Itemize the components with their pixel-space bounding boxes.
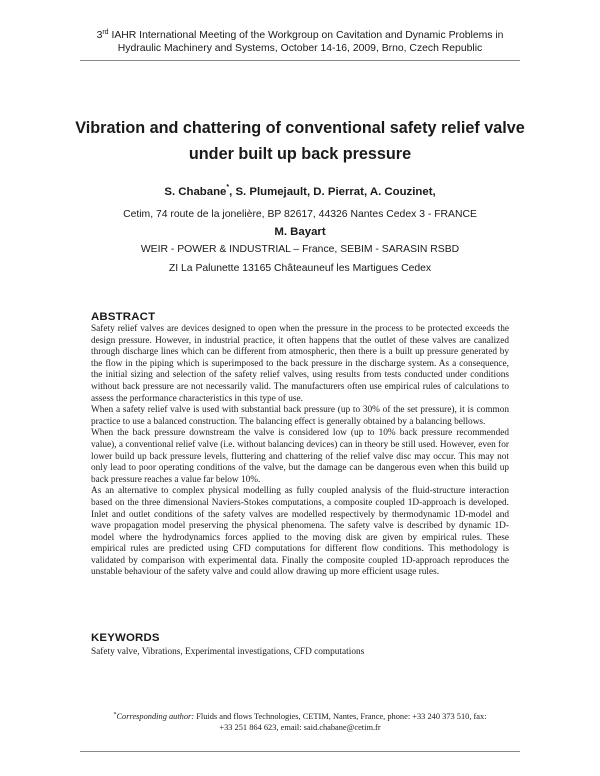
affiliation-weir-line2: ZI La Palunette 13165 Châteauneuf les Martigues Cedex [168,263,432,274]
corresponding-author-footnote [91,711,509,733]
footnote-line2: +33 251 864 623, email: said.chabane@cetim.fr [219,723,381,732]
affiliation-weir-line1: WEIR - POWER & INDUSTRIAL – France, SEBIM - SARASIN RSBD [140,244,460,255]
abstract-paragraph: Safety relief valves are devices designed to open when the pressure in the process to be protected exceeds the design pressure. However, in industrial practice, it often happens that the outlet of these valves are canalized through discharge lines which can be different from atmospheric, then there is a built up pressure generated by the flow in the piping which is superimposed to the back pressure in the discharge system. As a consequence, the initial sizing and selection of the safety relief valves, using results from tests conducted under conditions without back pressure are not necessarily valid. The manufacturers often use empirical rules of calculations to assess the performance characteristics in this type of use. [91,324,509,404]
abstract-paragraph: As an alternative to complex physical modelling as fully coupled analysis of the fluid-structure interaction based on the three dimensional Naviers-Stokes computations, a composite coupled 1D-approach is developed. Inlet and outlet conditions of the safety valves are modelled respectively by thermodynamic 1D-model and wave propagation model preserving the physical phenomena. The safety valve is described by dynamic 1D-model where the hydrodynamics forces applied to the moving disk are given by empirical rules. These empirical rules are predicted using CFD computations for different flow conditions. This methodology is validated by comparison with experimental data. Finally the composite coupled 1D-approach reproduces the unstable behaviour of the safety valve and could allow drawing up more efficient usage rules. [91,486,509,578]
conference-header [80,29,520,55]
footnote-label: Corresponding author: [116,712,195,721]
abstract-paragraph: When a safety relief valve is used with substantial back pressure (up to 30% of the set pressure), it is common practice to use a balanced construction. The balancing effect is generally obtained by a balancing bellows. [91,405,509,427]
conference-name: IAHR International Meeting of the Workgroup on Cavitation and Dynamic Problems in [108,30,504,41]
paper-title-line2: under built up back pressure [188,145,412,163]
affiliation-cetim: Cetim, 74 route de la jonelière, BP 82617, 44326 Nantes Cedex 3 - FRANCE [123,209,477,220]
abstract-paragraph: When the back pressure downstream the valve is considered low (up to 10% back pressure recommended value), a conventional relief valve (i.e. without balancing devices) can in theory be still used. However, even for lower build up back pressure levels, fluttering and chattering of the relief valve disc may occur. This may not only lead to poor operating conditions of the valve, but the damage can be dangerous even when this build up back pressure reaches a value far below 10%. [91,428,509,485]
abstract-body [91,324,509,579]
paper-title [60,115,540,167]
footnote-address: Fluids and flows Technologies, CETIM, Nantes, France, phone: +33 240 373 510, fax: [194,712,487,721]
footer-divider [80,751,520,752]
keywords-heading: KEYWORDS [91,632,160,644]
keywords-list: Safety valve, Vibrations, Experimental investigations, CFD computations [91,647,365,657]
author-list [60,186,540,198]
other-authors: , S. Plumejault, D. Pierrat, A. Couzinet, [229,186,436,198]
second-author: M. Bayart [274,226,326,238]
footnote-mark: * [113,712,117,718]
first-author: S. Chabane [164,186,227,198]
paper-title-line1: Vibration and chattering of conventional safety relief valve [75,119,525,137]
conference-ordinal-number: 3 [96,30,103,41]
conference-header-line2: Hydraulic Machinery and Systems, October 14-16, 2009, Brno, Czech Republic [117,43,483,54]
corresponding-author-mark: * [226,184,230,191]
header-divider [80,60,520,61]
conference-ordinal-suffix: rd [102,29,109,36]
abstract-heading: ABSTRACT [91,311,156,323]
conference-header-line1 [80,29,520,42]
footnote-line1 [91,711,509,722]
